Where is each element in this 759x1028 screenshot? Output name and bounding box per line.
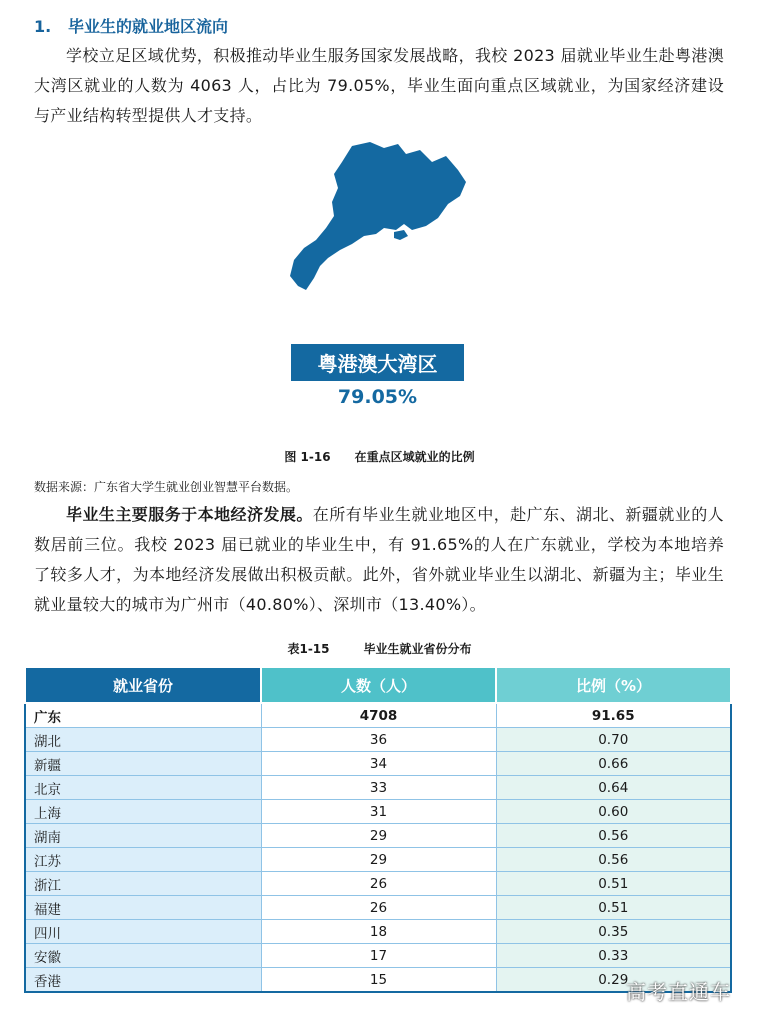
count-cell: 26: [261, 896, 496, 920]
ratio-cell: 0.56: [496, 824, 731, 848]
ratio-cell: 0.70: [496, 728, 731, 752]
table-row: [25, 848, 731, 872]
province-cell: 北京: [25, 776, 261, 800]
section-heading: [34, 14, 228, 37]
table-header-row: [25, 667, 731, 703]
header-count: 人数（人）: [261, 667, 496, 703]
count-cell: 4708: [261, 703, 496, 728]
count-cell: 29: [261, 824, 496, 848]
province-distribution-table: [24, 666, 732, 993]
ratio-cell: 0.51: [496, 896, 731, 920]
ratio-cell: 0.29: [496, 968, 731, 993]
header-province: 就业省份: [25, 667, 261, 703]
figure-caption: [0, 448, 759, 465]
table-row: [25, 800, 731, 824]
data-source-note: 数据来源：广东省大学生就业创业智慧平台数据。: [34, 480, 299, 494]
section-title: 毕业生的就业地区流向: [68, 17, 229, 36]
table-row: [25, 703, 731, 728]
table-row: [25, 776, 731, 800]
count-cell: 31: [261, 800, 496, 824]
ratio-cell: 0.51: [496, 872, 731, 896]
province-cell: 浙江: [25, 872, 261, 896]
table-row: [25, 944, 731, 968]
count-cell: 18: [261, 920, 496, 944]
ratio-cell: 0.56: [496, 848, 731, 872]
ratio-cell: 0.35: [496, 920, 731, 944]
table-caption-title: 毕业生就业省份分布: [363, 642, 472, 656]
count-cell: 15: [261, 968, 496, 993]
employment-paragraph: [34, 500, 724, 620]
count-cell: 33: [261, 776, 496, 800]
province-cell: 四川: [25, 920, 261, 944]
ratio-cell: 91.65: [496, 703, 731, 728]
province-cell: 安徽: [25, 944, 261, 968]
ratio-cell: 0.33: [496, 944, 731, 968]
province-cell: 江苏: [25, 848, 261, 872]
figure-caption-number: 图 1-16: [284, 450, 331, 464]
table-row: [25, 824, 731, 848]
watermark: 高考直通车: [626, 980, 731, 1004]
table-row: [25, 752, 731, 776]
table-row: [25, 896, 731, 920]
region-label-box: 粤港澳大湾区: [291, 344, 464, 381]
figure-caption-title: 在重点区域就业的比例: [354, 450, 475, 464]
province-cell: 上海: [25, 800, 261, 824]
region-percentage: 79.05%: [337, 386, 418, 408]
ratio-cell: 0.64: [496, 776, 731, 800]
province-cell: 香港: [25, 968, 261, 993]
count-cell: 36: [261, 728, 496, 752]
table-caption-number: 表1-15: [287, 642, 330, 656]
table-row: [25, 920, 731, 944]
province-cell: 湖北: [25, 728, 261, 752]
employment-body: 在所有毕业生就业地区中，赴广东、湖北、新疆就业的人数居前三位。我校 2023 届已就业的毕业生中，有 91.65%的人在广东就业，学校为本地培养了较多人才，为本地经济发展做出积极贡献。此外，省外就业毕业生以湖北、新疆为主；毕业生就业量较大的城市为广州市（40.80%）、深圳市（13.40%）。: [34, 505, 724, 614]
ratio-cell: 0.66: [496, 752, 731, 776]
count-cell: 29: [261, 848, 496, 872]
section-number: 1.: [34, 17, 52, 36]
province-cell: 新疆: [25, 752, 261, 776]
count-cell: 17: [261, 944, 496, 968]
table-row: [25, 728, 731, 752]
count-cell: 34: [261, 752, 496, 776]
province-cell: 湖南: [25, 824, 261, 848]
table-row: [25, 872, 731, 896]
count-cell: 26: [261, 872, 496, 896]
employment-lead: 毕业生主要服务于本地经济发展。: [66, 505, 313, 524]
guangdong-map-icon: [280, 140, 480, 300]
ratio-cell: 0.60: [496, 800, 731, 824]
intro-paragraph: 学校立足区域优势，积极推动毕业生服务国家发展战略，我校 2023 届就业毕业生赴粤港澳大湾区就业的人数为 4063 人，占比为 79.05%，毕业生面向重点区域就业，为国家经济建设与产业结构转型提供人才支持。: [34, 46, 724, 125]
header-ratio: 比例（%）: [496, 667, 731, 703]
province-cell: 广东: [25, 703, 261, 728]
province-cell: 福建: [25, 896, 261, 920]
table-caption: [0, 640, 759, 657]
